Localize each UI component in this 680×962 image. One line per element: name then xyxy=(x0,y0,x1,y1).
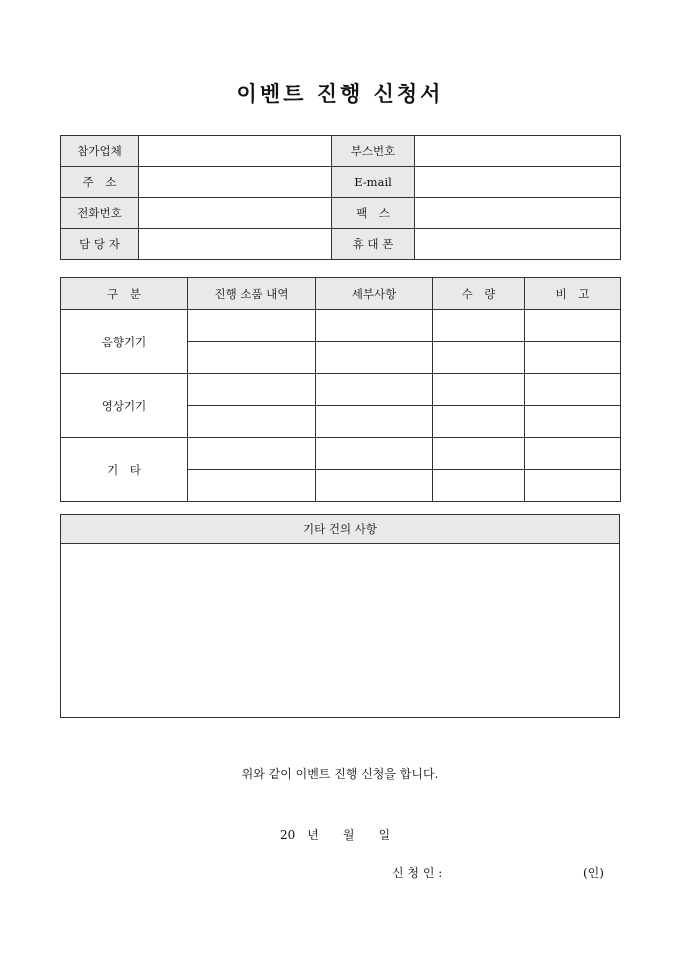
phone-field[interactable] xyxy=(139,198,332,229)
details-cell[interactable] xyxy=(316,406,433,438)
closing-statement: 위와 같이 이벤트 진행 신청을 합니다. xyxy=(241,767,439,781)
suggestions-table xyxy=(60,514,620,718)
email-label: E-mail xyxy=(332,167,415,198)
applicant-label: 신 청 인 : xyxy=(392,866,443,880)
table-row xyxy=(61,374,621,406)
remarks-cell[interactable] xyxy=(525,406,621,438)
header-details: 세부사항 xyxy=(316,278,433,310)
suggestions-header: 기타 건의 사항 xyxy=(61,515,620,544)
address-field[interactable] xyxy=(139,167,332,198)
quantity-cell[interactable] xyxy=(433,438,525,470)
table-header-row xyxy=(61,278,621,310)
date-line: 20 년 월 일 xyxy=(280,828,391,842)
quantity-cell[interactable] xyxy=(433,310,525,342)
mobile-field[interactable] xyxy=(415,229,621,260)
details-cell[interactable] xyxy=(316,438,433,470)
equipment-table xyxy=(60,277,621,502)
category-audio: 음향기기 xyxy=(61,310,188,374)
company-name-label: 참가업체 xyxy=(61,136,139,167)
props-cell[interactable] xyxy=(188,310,316,342)
table-row xyxy=(61,310,621,342)
document-title: 이벤트 진행 신청서 xyxy=(236,81,444,106)
category-other: 기 타 xyxy=(61,438,188,502)
seal-mark: (인) xyxy=(583,866,604,880)
mobile-label: 휴 대 폰 xyxy=(332,229,415,260)
info-row xyxy=(61,229,621,260)
table-row xyxy=(61,438,621,470)
props-cell[interactable] xyxy=(188,406,316,438)
header-props: 진행 소품 내역 xyxy=(188,278,316,310)
header-quantity: 수 량 xyxy=(433,278,525,310)
quantity-cell[interactable] xyxy=(433,406,525,438)
header-category: 구 분 xyxy=(61,278,188,310)
details-cell[interactable] xyxy=(316,310,433,342)
fax-field[interactable] xyxy=(415,198,621,229)
header-remarks: 비 고 xyxy=(525,278,621,310)
remarks-cell[interactable] xyxy=(525,470,621,502)
company-info-table xyxy=(60,135,621,260)
phone-label: 전화번호 xyxy=(61,198,139,229)
company-name-field[interactable] xyxy=(139,136,332,167)
props-cell[interactable] xyxy=(188,470,316,502)
props-cell[interactable] xyxy=(188,374,316,406)
booth-number-field[interactable] xyxy=(415,136,621,167)
email-field[interactable] xyxy=(415,167,621,198)
quantity-cell[interactable] xyxy=(433,470,525,502)
quantity-cell[interactable] xyxy=(433,374,525,406)
contact-person-label: 담 당 자 xyxy=(61,229,139,260)
booth-number-label: 부스번호 xyxy=(332,136,415,167)
remarks-cell[interactable] xyxy=(525,438,621,470)
remarks-cell[interactable] xyxy=(525,342,621,374)
category-video: 영상기기 xyxy=(61,374,188,438)
address-label: 주 소 xyxy=(61,167,139,198)
details-cell[interactable] xyxy=(316,374,433,406)
fax-label: 팩 스 xyxy=(332,198,415,229)
info-row xyxy=(61,167,621,198)
details-cell[interactable] xyxy=(316,342,433,374)
props-cell[interactable] xyxy=(188,438,316,470)
props-cell[interactable] xyxy=(188,342,316,374)
remarks-cell[interactable] xyxy=(525,374,621,406)
info-row xyxy=(61,136,621,167)
remarks-cell[interactable] xyxy=(525,310,621,342)
suggestions-field[interactable] xyxy=(61,544,620,718)
info-row xyxy=(61,198,621,229)
contact-person-field[interactable] xyxy=(139,229,332,260)
quantity-cell[interactable] xyxy=(433,342,525,374)
details-cell[interactable] xyxy=(316,470,433,502)
